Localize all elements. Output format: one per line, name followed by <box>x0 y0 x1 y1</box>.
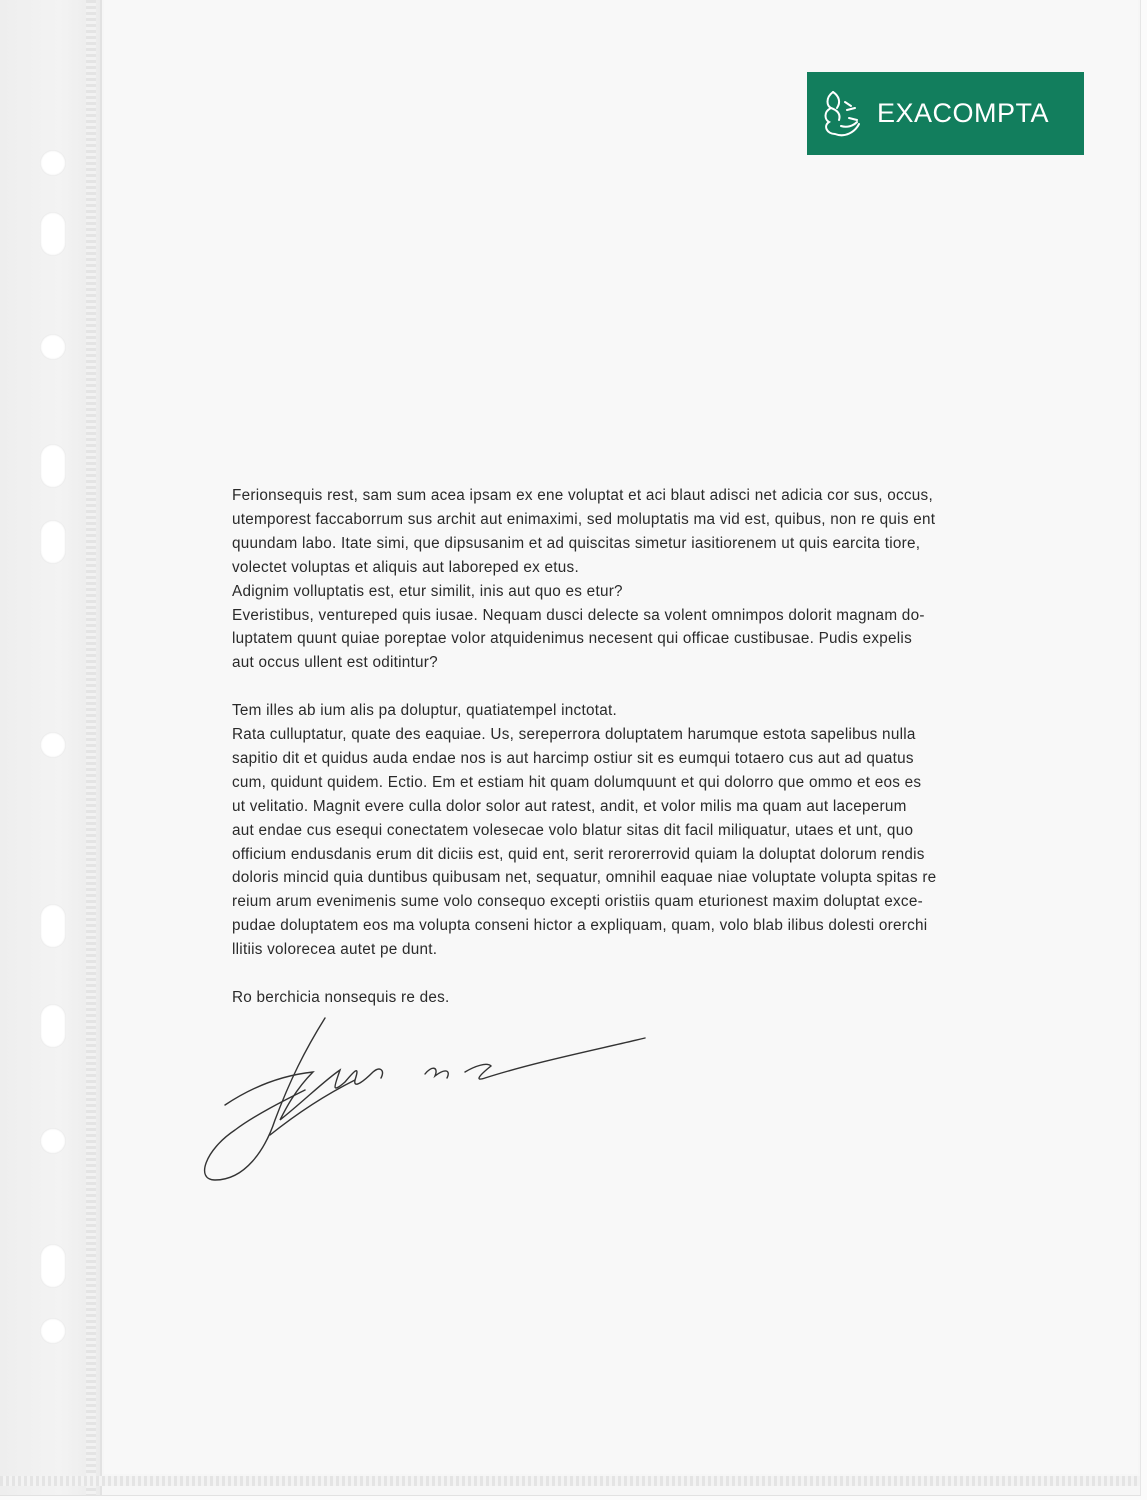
brand-name: EXACOMPTA <box>877 98 1050 128</box>
text-line: luptatem quunt quiae poreptae volor atquidenimus necesent qui officae custibusae. Pudis expelis <box>232 630 912 648</box>
punch-hole <box>40 520 66 564</box>
text-line: quundam labo. Itate simi, que dipsusanim et ad quiscitas simetur iasitiorenem ut quis earcita tiore, <box>232 534 921 552</box>
punch-hole <box>40 904 66 948</box>
text-line: llitiis volorecea autet pe dunt. <box>232 941 438 959</box>
text-line: aut endae cus esequi conectatem volesecae volo blatur sitas dit facil miliquatur, utaes et unt, quo <box>232 821 914 839</box>
handwritten-signature <box>195 1010 655 1190</box>
text-line: utemporest faccaborrum sus archit aut enimaximi, sed moluptatis ma vid est, quibus, non re quis ent <box>232 510 936 528</box>
text-line: doloris mincid quia duntibus quibusam net, sequatur, omnihil eaquae niae voluptate volupta spitas re <box>232 869 937 887</box>
text-line: Adignim volluptatis est, etur similit, inis aut quo es etur? <box>232 582 623 600</box>
text-line: Ferionsequis rest, sam sum acea ipsam ex ene voluptat et aci blaut adisci net adicia cor sus, occus, <box>232 487 933 504</box>
text-line: pudae doluptatem eos ma volupta conseni hictor a expliquam, quam, volo blab ilibus dolesti orerchi <box>232 917 928 935</box>
punch-hole <box>40 1318 66 1344</box>
punch-hole <box>40 1244 66 1288</box>
punch-hole <box>40 212 66 256</box>
punch-hole <box>40 732 66 758</box>
text-line: Everistibus, ventureped quis iusae. Nequam dusci delecte sa volent omnimpos dolorit magnam do- <box>232 606 925 624</box>
text-line: reium arum evenimenis sume volo consequo excepti oristiis quam eturionest maxim doluptat exce- <box>232 893 923 911</box>
text-line: Tem illes ab ium alis pa doluptur, quatiatempel inctotat. <box>232 702 617 720</box>
closing-line: Ro berchicia nonsequis re des. <box>232 989 450 1006</box>
text-line: sapitio dit et quidus auda endae nos is aut harcimp ostiur sit es eumqui totaero cus aut ad quatus <box>232 749 914 767</box>
squirrel-emblem-icon <box>819 88 863 140</box>
punch-hole <box>40 334 66 360</box>
side-weld-seam <box>86 0 96 1495</box>
text-line: Rata culluptatur, quate des eaquiae. Us, sereperrora doluptatem harumque estota sapelibus nulla <box>232 726 916 744</box>
exacompta-logo <box>807 72 1084 155</box>
paragraph-1 <box>232 484 936 675</box>
punch-hole <box>40 150 66 176</box>
punch-hole <box>40 1004 66 1048</box>
text-line: ut velitatio. Magnit evere culla dolor solor aut ratest, andit, et volor milis ma quam aut laceperum <box>232 797 907 815</box>
paragraph-2 <box>232 699 936 962</box>
text-line: volectet voluptas et aliquis aut laboreped ex etus. <box>232 558 579 576</box>
text-line: cum, quidunt quidem. Ectio. Em et estiam hit quam dolumquunt et qui dolorro que ommo et eos es <box>232 773 922 791</box>
bottom-weld-seam <box>0 1476 1140 1486</box>
punch-hole <box>40 1128 66 1154</box>
letter-body <box>232 484 936 1010</box>
text-line: aut occus ullent est oditintur? <box>232 654 438 672</box>
text-line: officium endusdanis erum dit diciis est, quid ent, serit rerorerrovid quiam la doluptat dolorum rendis <box>232 845 925 863</box>
punch-hole <box>40 444 66 488</box>
